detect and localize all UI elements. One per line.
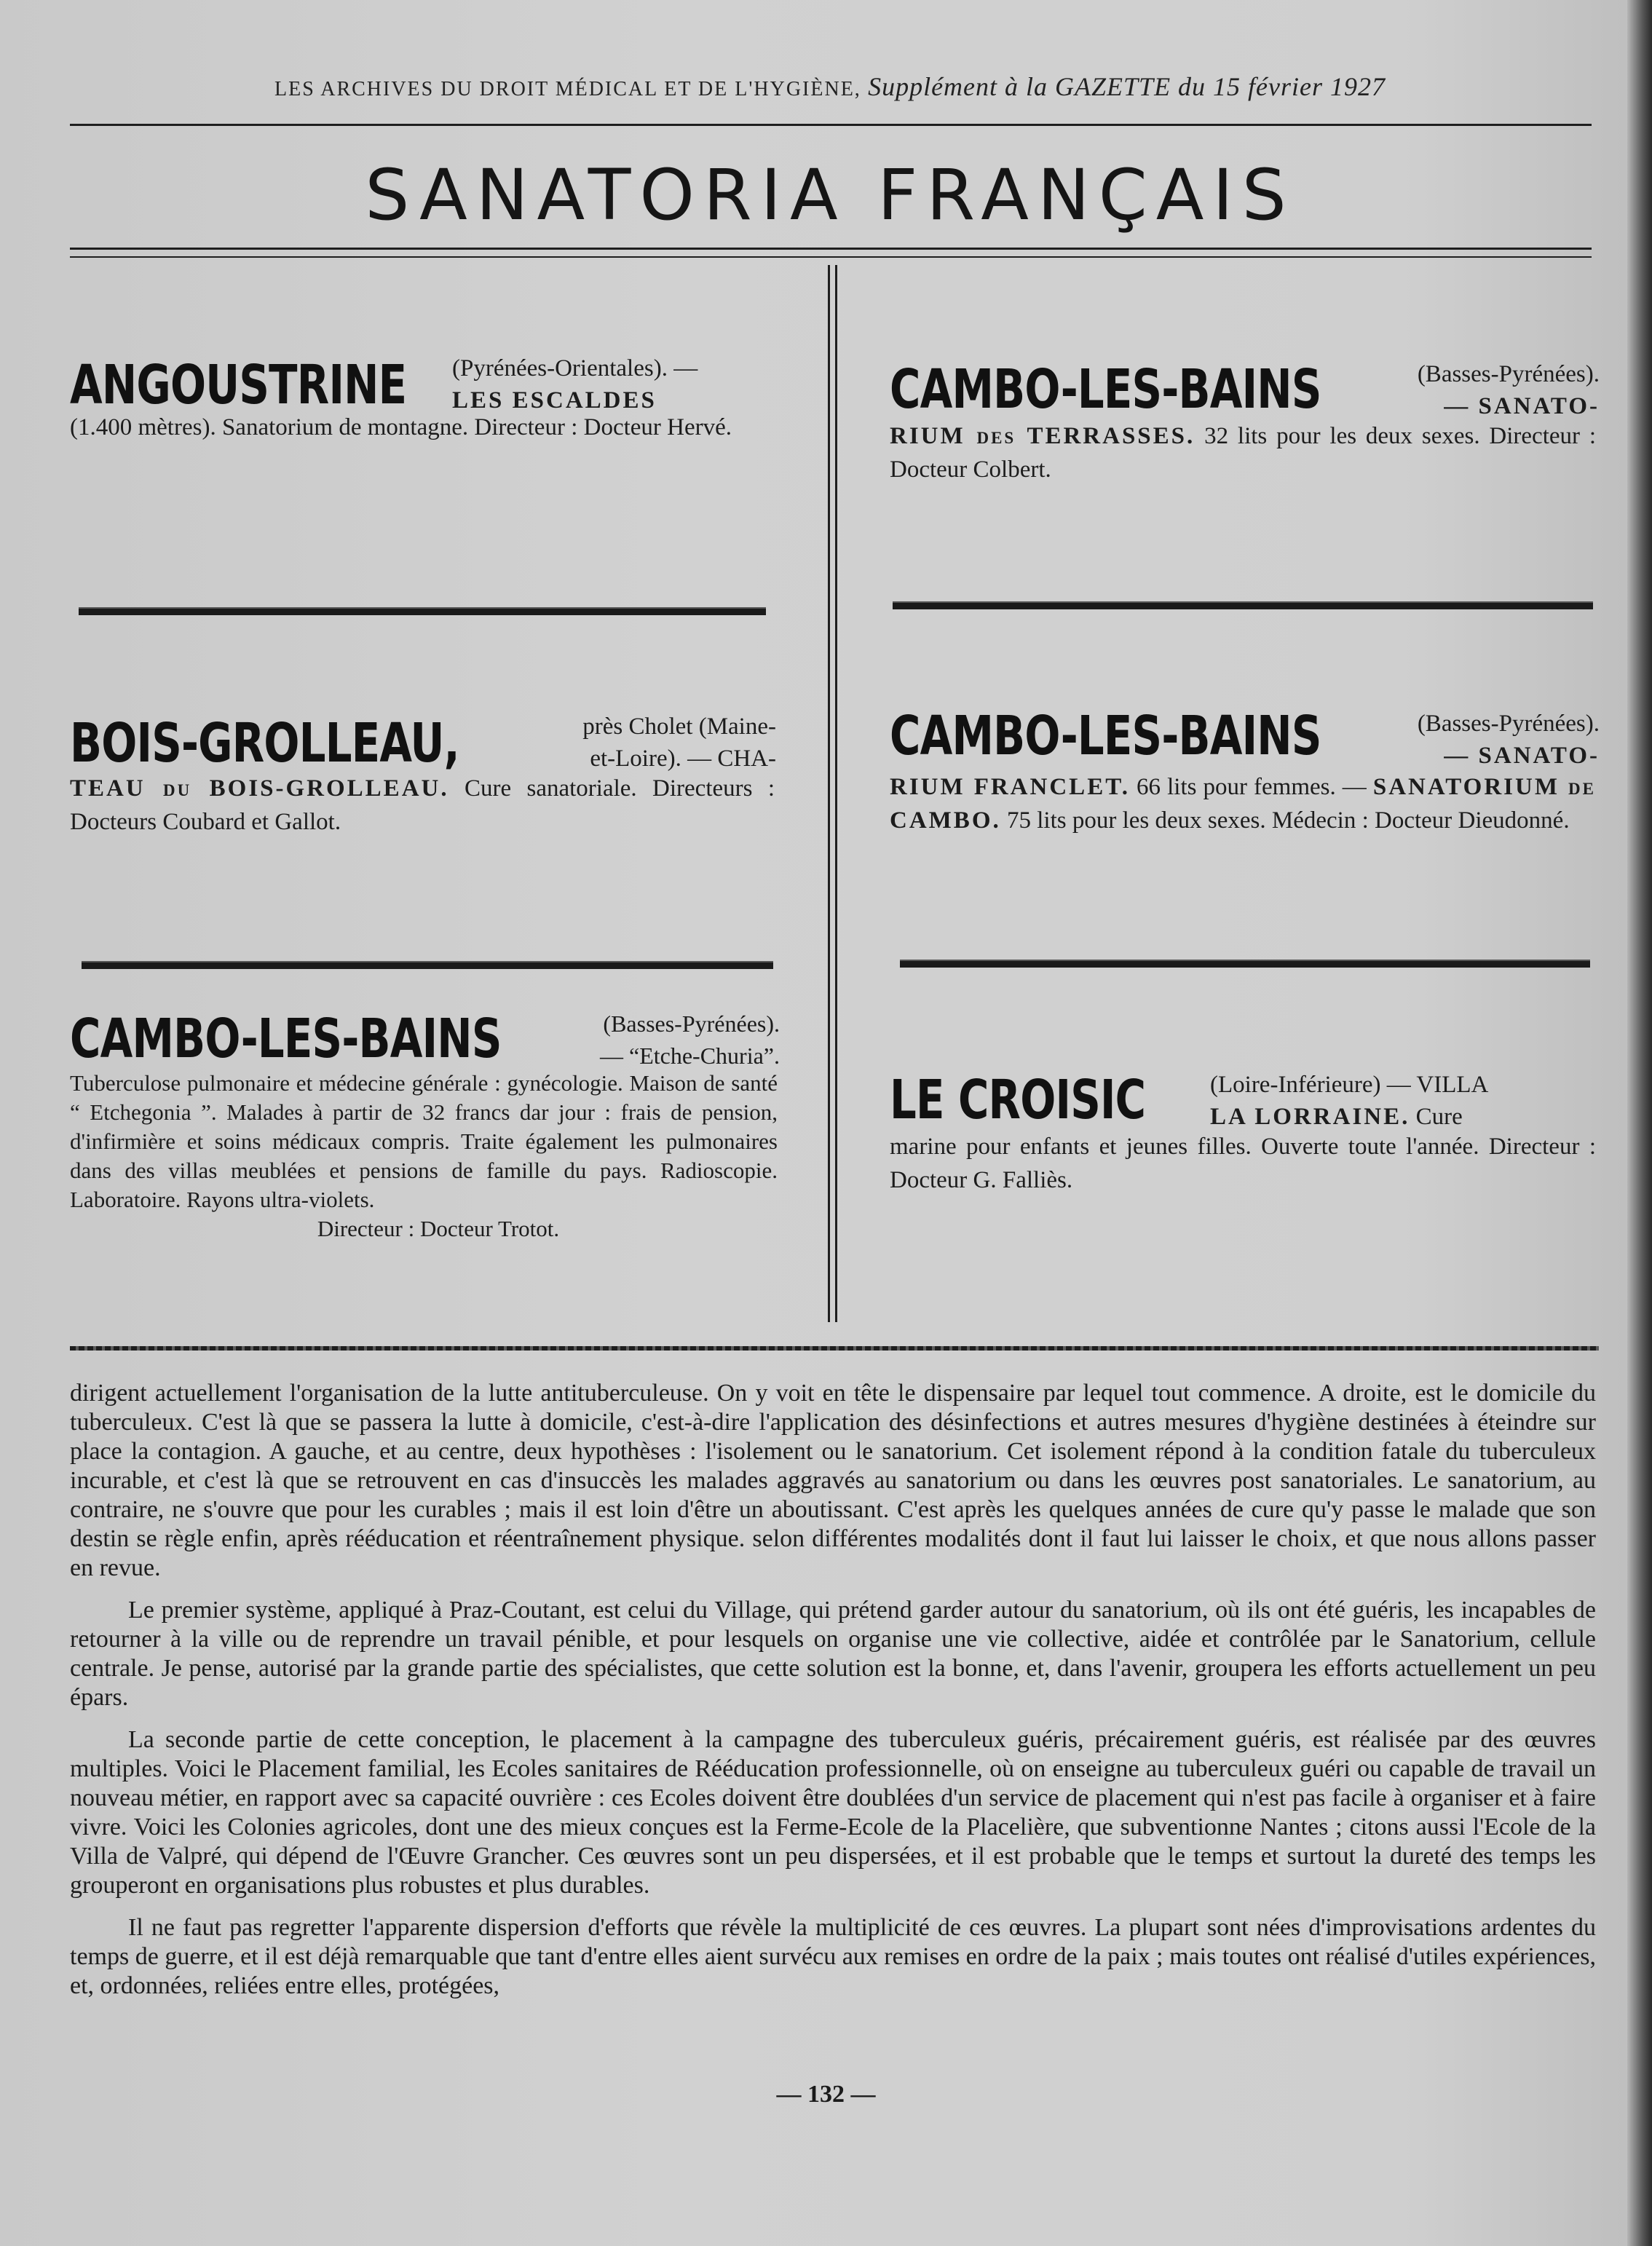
entry-director: Directeur : Docteur Trotot. xyxy=(317,1216,560,1241)
entry-region: (Basses-Pyrénées). xyxy=(1417,361,1600,387)
entry-cambo-franclet xyxy=(890,705,1600,837)
entry-angoustrine xyxy=(70,354,772,444)
separator-right-1 xyxy=(893,601,1593,609)
entry-cambo-terrasses xyxy=(890,358,1600,486)
entry-body: marine pour enfants et jeunes filles. Ouverte toute l'année. Directeur : Docteur G. Falliès. xyxy=(890,1134,1596,1193)
entry-bois-grolleau xyxy=(70,712,775,839)
entry-region: (Basses-Pyrénées). xyxy=(603,1011,780,1037)
town-name: ANGOUSTRINE xyxy=(70,354,407,416)
entry-establishment-cont: RIUM des TERRASSES. xyxy=(890,423,1195,449)
entry-establishment: LA LORRAINE. xyxy=(1210,1104,1410,1130)
entry-body: 66 lits pour femmes. — xyxy=(1130,774,1373,800)
entry-establishment-2: SANATORIUM de CAMBO. xyxy=(890,774,1596,834)
entry-body: (1.400 mètres). Sanatorium de montagne. Directeur : Docteur Hervé. xyxy=(70,414,732,440)
entry-cambo-etche-churia xyxy=(70,1008,778,1243)
page-number: — 132 — xyxy=(776,2081,876,2108)
column-divider-right xyxy=(835,265,837,1322)
entry-establishment-cont: RIUM FRANCLET. xyxy=(890,774,1131,800)
article-body xyxy=(70,1379,1596,2014)
article-paragraph: La seconde partie de cette conception, le placement à la campagne des tuberculeux guéris, précairement guéris, est réalisée par des œuvres multiples. Voici le Placement familial, les Ecoles sanitaires de Rééducation professionnelle, où on enseigne au tuberculeux guéri ou capable de travail un nouveau métier, en rapport avec sa capacité ouvrière : ces Ecoles doivent être doublées d'un service de placement qui n'est pas facile à organiser et à faire vivre. Voici les Colonies agricoles, dont une des mieux conçues est la Ferme-Ecole de la Placelière, que subventionne Nantes ; citons aussi l'Ecole de la Villa de Valpré, qui dépend de l'Œuvre Grancher. Ces œuvres sont un peu dispersées, et il est probable que le temps et surtout la dureté des temps les grouperont en organisations plus robustes et plus durables. xyxy=(70,1726,1596,1899)
entry-region: (Loire-Inférieure) — VILLA xyxy=(1210,1072,1489,1098)
separator-right-2 xyxy=(900,960,1590,968)
entry-body: 32 lits pour les deux sexes. Directeur : Docteur Colbert. xyxy=(890,423,1596,483)
entry-establishment: LES ESCALDES xyxy=(452,387,657,414)
entry-establishment: et-Loire). — CHA- xyxy=(590,746,776,772)
header-rule xyxy=(70,124,1592,126)
book-spine-shadow xyxy=(1627,0,1652,2246)
entry-region: (Pyrénées-Orientales). — xyxy=(452,355,698,381)
page-title: SANATORIA FRANÇAIS xyxy=(365,154,1295,236)
title-rule-top xyxy=(70,248,1592,250)
journal-name: LES ARCHIVES DU DROIT MÉDICAL ET DE L'HYGIÈNE, xyxy=(274,78,861,100)
entry-body-2: 75 lits pour les deux sexes. Médecin : Docteur Dieudonné. xyxy=(1000,807,1570,834)
supplement-line: Supplément à la GAZETTE du 15 février 1927 xyxy=(868,72,1386,101)
column-divider-left xyxy=(828,265,830,1322)
title-rule-bottom xyxy=(70,256,1592,258)
article-paragraph: dirigent actuellement l'organisation de la lutte antituberculeuse. On y voit en tête le dispensaire par lequel tout commence. A droite, est le domicile du tuberculeux. C'est là que se passera la lutte à domicile, c'est-à-dire l'application des désinfections et autres mesures d'hygiène destinées à éteindre sur place la contagion. A gauche, et au centre, deux hypothèses : l'isolement ou le sanatorium. Cet isolement répond à la condition fatale du tuberculeux incurable, et c'est là que se retrouvent en cas d'insuccès les malades aggravés au sanatorium ou dans les œuvres post sanatoriales. Le sanatorium, au contraire, ne s'ouvre que pour les curables ; mais il est loin d'être un aboutissant. C'est après les quelques années de cure qu'y passe le malade que son destin se règle enfin, après rééducation et réentraînement physique. selon différentes modalités dont il faut lui laisser le choix, et que nous allons passer en revue. xyxy=(70,1380,1596,1581)
town-name: LE CROISIC xyxy=(890,1069,1146,1131)
entry-body: Cure sanatoriale. Directeurs : Docteurs Coubard et Gallot. xyxy=(70,775,775,835)
entry-le-croisic xyxy=(890,1069,1596,1197)
town-name: CAMBO-LES-BAINS xyxy=(890,705,1321,767)
entry-region: près Cholet (Maine- xyxy=(582,713,776,740)
entry-region-tail: Cure xyxy=(1410,1104,1463,1130)
running-head xyxy=(73,71,1587,102)
town-name: CAMBO-LES-BAINS xyxy=(70,1008,502,1070)
town-name: BOIS-GROLLEAU, xyxy=(70,712,459,775)
entry-body: Tuberculose pulmonaire et médecine générale : gynécologie. Maison de santé “ Etchegonia ”. Malades à partir de 32 francs dar jour : frais de pension, d'infirmière et soins médicaux compris. Traite également les pulmonaires dans des villas meublées et pensions de famille du pays. Radioscopie. Laboratoire. Rayons ultra-violets. xyxy=(70,1070,778,1212)
entry-establishment: — SANATO- xyxy=(1444,743,1600,769)
entry-establishment: — SANATO- xyxy=(1444,393,1600,419)
separator-left-1 xyxy=(79,607,766,615)
separator-wavy xyxy=(70,1346,1599,1351)
entry-region: (Basses-Pyrénées). xyxy=(1417,711,1600,737)
article-paragraph: Le premier système, appliqué à Praz-Coutant, est celui du Village, qui prétend garder autour du sanatorium, où ils ont été guéris, les incapables de retourner à la ville ou de reprendre un travail pénible, et pour lesquels on organise une vie collective, aidée et contrôlée par le Sanatorium, cellule centrale. Je pense, autorisé par la grande partie des spécialistes, que cette solution est la bonne, et, dans l'avenir, groupera les efforts actuellement un peu épars. xyxy=(70,1597,1596,1711)
entry-establishment-cont: TEAU du BOIS-GROLLEAU. xyxy=(70,775,449,802)
article-paragraph: Il ne faut pas regretter l'apparente dispersion d'efforts que révèle la multiplicité de ces œuvres. La plupart sont nées d'improvisations ardentes du temps de guerre, et il est déjà remarquable que tant d'entre elles aient survécu aux remises en ordre de la paix ; mais toutes ont réalisé d'utiles expériences, et, ordonnées, reliées entre elles, protégées, xyxy=(70,1914,1596,1999)
separator-left-2 xyxy=(82,961,773,969)
town-name: CAMBO-LES-BAINS xyxy=(890,358,1321,421)
entry-establishment: — “Etche-Churia”. xyxy=(600,1043,780,1069)
